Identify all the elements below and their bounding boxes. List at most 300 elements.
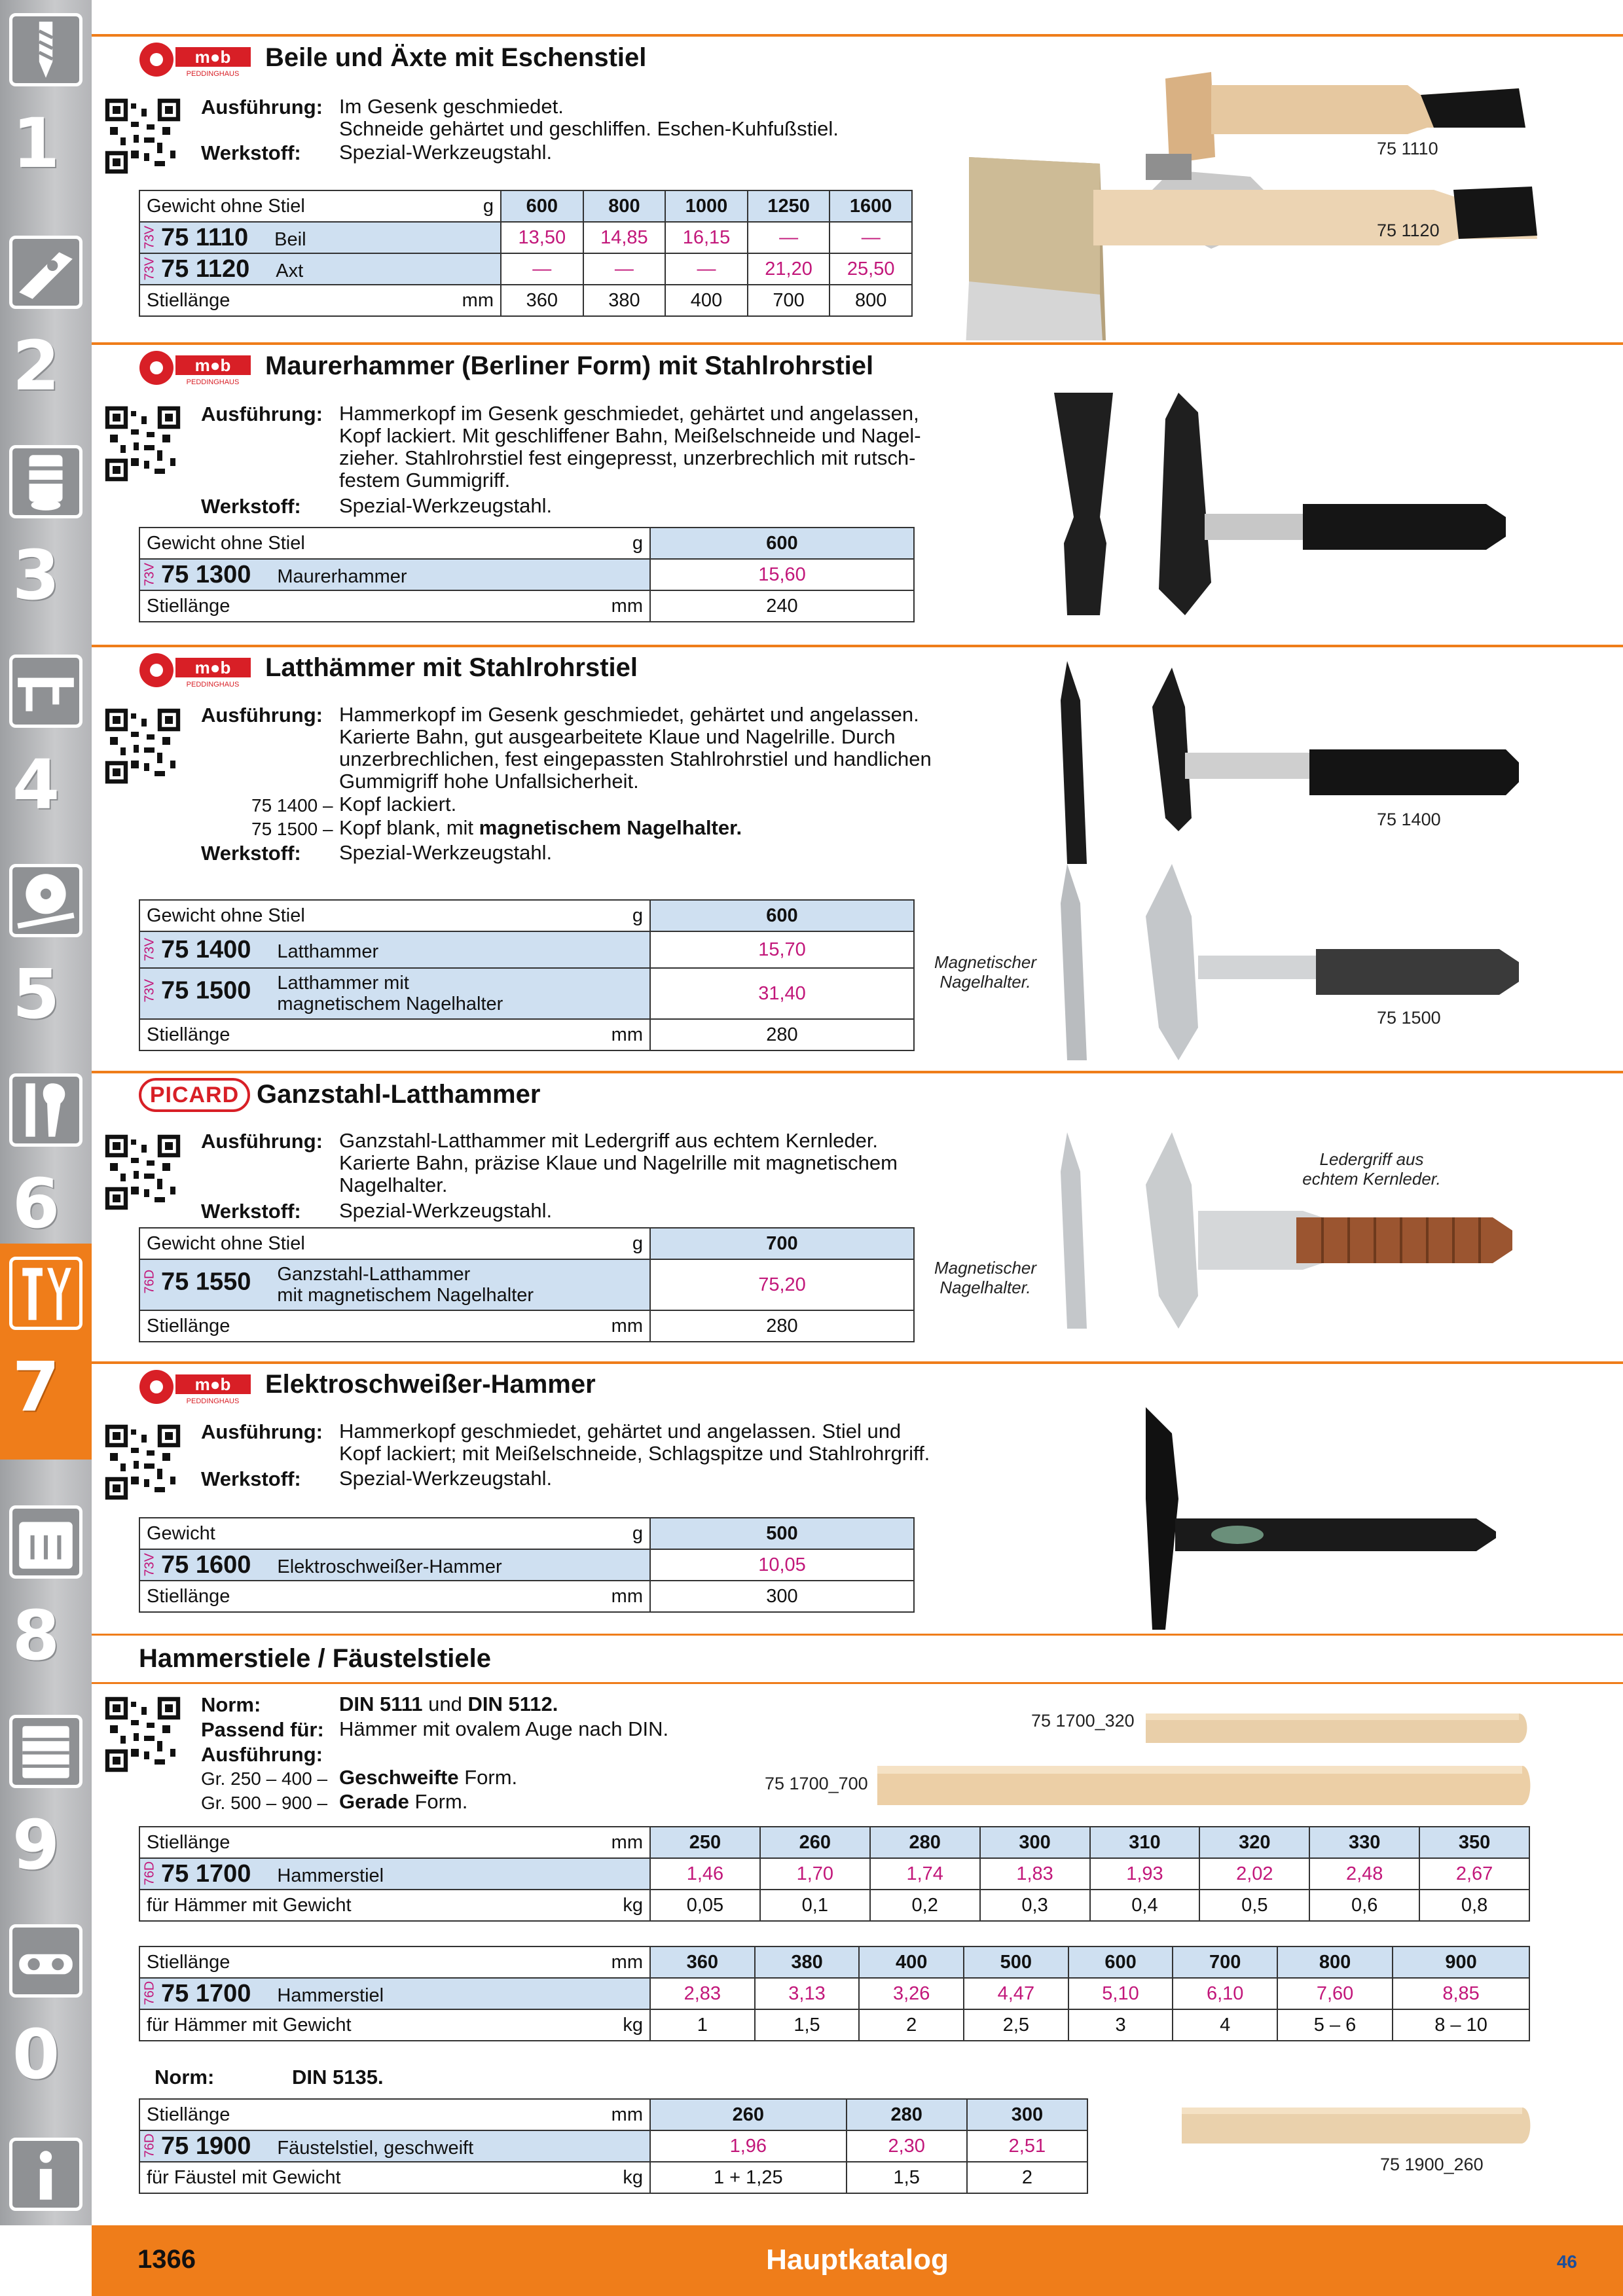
weight: 1,5 — [847, 2162, 967, 2193]
unit: kg — [623, 2166, 643, 2188]
tab-number: 3 — [12, 535, 60, 615]
weight: 0,8 — [1419, 1890, 1529, 1921]
article-name-line: mit magnetischem Nagelhalter — [277, 1285, 534, 1306]
spec-text: Karierte Bahn, gut ausgearbeitete Klaue und Nagelrille. Durch — [339, 725, 896, 748]
weight: 0,5 — [1199, 1890, 1309, 1921]
spec-text: Ganzstahl-Latthammer mit Ledergriff aus echtem Kernleder. — [339, 1129, 879, 1152]
unit: mm — [611, 1585, 643, 1607]
section-title: Hammerstiele / Fäustelstiele — [139, 1644, 492, 1673]
article-name-line: magnetischem Nagelhalter — [277, 994, 503, 1014]
unit: g — [632, 905, 643, 926]
table-row[interactable] — [139, 559, 914, 590]
section-title: Beile und Äxte mit Eschenstiel — [265, 43, 647, 72]
tab-chapter-7[interactable] — [0, 1244, 92, 1460]
col-header: 280 — [847, 2099, 967, 2130]
price: 1,74 — [870, 1858, 980, 1890]
mason-hammer-photo — [1034, 386, 1545, 628]
price: 3,13 — [755, 1978, 860, 2009]
variant-text-part: Kopf blank, mit — [339, 816, 479, 839]
spec-text: Gummigriff hohe Unfallsicherheit. — [339, 770, 639, 793]
unit: kg — [623, 2014, 643, 2036]
footer-label: Stiellänge — [147, 1315, 230, 1336]
table-row[interactable] — [139, 2130, 1087, 2162]
wrench-icon — [9, 1073, 82, 1147]
material-text: Spezial-Werkzeugstahl. — [339, 841, 553, 864]
order-code: 73V — [142, 978, 157, 1003]
weight: 8 – 10 — [1393, 2009, 1529, 2041]
material-text: Spezial-Werkzeugstahl. — [339, 1467, 553, 1490]
weight: 4 — [1173, 2009, 1277, 2041]
article-name-line: Latthammer mit — [277, 973, 409, 994]
article-ref: 75 1700_700 — [765, 1774, 868, 1793]
norm-id: DIN 5111 — [339, 1693, 423, 1715]
spec-text: unzerbrechlichen, fest eingepassten Stahlrohrstiel und handlichen — [339, 747, 932, 770]
label-werkstoff: Werkstoff: — [201, 141, 301, 164]
article-ref: 75 1110 — [1377, 139, 1438, 158]
price: 13,50 — [501, 222, 583, 253]
size-range: Gr. 500 – 900 – — [201, 1793, 328, 1813]
spec-text: Hammerkopf im Gesenk geschmiedet, gehärtet und angelassen, — [339, 402, 919, 425]
material-text: Spezial-Werkzeugstahl. — [339, 1199, 553, 1222]
weight: 5 – 6 — [1277, 2009, 1393, 2041]
price: 3,26 — [859, 1978, 964, 2009]
tab-number: 1 — [12, 103, 60, 183]
variant-text: Kopf lackiert. — [339, 793, 457, 816]
tab-chapter-5[interactable] — [0, 851, 92, 1060]
article-ref: 75 1400 — [1377, 810, 1441, 829]
price: — — [665, 253, 748, 285]
unit: mm — [611, 1951, 643, 1973]
table-row[interactable] — [139, 1549, 914, 1581]
note-line: Ledergriff aus — [1319, 1149, 1424, 1169]
col-header: 600 — [1068, 1946, 1173, 1978]
mallet-handle-photo — [1178, 2098, 1535, 2147]
hammer-handle-long-photo — [874, 1754, 1535, 1813]
mb-logo — [137, 349, 252, 387]
note-line: Magnetischer — [934, 1258, 1037, 1278]
latthammer-lacquered-photo — [1048, 655, 1545, 864]
tab-number: 2 — [12, 326, 60, 406]
svg-text:PEDDINGHAUS: PEDDINGHAUS — [186, 1397, 240, 1405]
spec-text: Schneide gehärtet und geschliffen. Eschen-Kuhfußstiel. — [339, 117, 839, 140]
section-divider — [92, 34, 1623, 37]
price-table — [139, 190, 913, 317]
weight: 0,3 — [980, 1890, 1090, 1921]
tab-chapter-9[interactable] — [0, 1702, 92, 1911]
weight: 2 — [859, 2009, 964, 2041]
section-divider — [92, 1361, 1623, 1364]
label-werkstoff: Werkstoff: — [201, 1200, 301, 1223]
tab-chapter-3[interactable] — [0, 432, 92, 641]
handle-length: 280 — [650, 1310, 914, 1342]
section-divider — [92, 1634, 1623, 1636]
spec-text: Im Gesenk geschmiedet. — [339, 95, 564, 118]
order-code: 76D — [142, 1861, 157, 1885]
cutting-insert-icon — [9, 236, 82, 309]
latthammer-magnetic-photo — [1048, 857, 1545, 1067]
spec-text: zieher. Stahlrohrstiel fest eingepresst, unzerbrechlich mit rutsch- — [339, 446, 916, 469]
callout-note — [920, 952, 1051, 992]
table-row[interactable] — [139, 253, 912, 285]
col-header: 600 — [501, 190, 583, 222]
header-label: Stiellänge — [147, 1951, 230, 1973]
header-label: Gewicht ohne Stiel — [147, 905, 305, 926]
article-number: 75 1700 — [161, 1859, 251, 1888]
weight: 2 — [967, 2162, 1087, 2193]
table-row[interactable] — [139, 222, 912, 253]
price: 16,15 — [665, 222, 748, 253]
label-werkstoff: Werkstoff: — [201, 842, 301, 865]
unit: g — [632, 532, 643, 554]
article-ref: 75 1500 — [1377, 1008, 1441, 1028]
price: 14,85 — [583, 222, 666, 253]
shape-part: Form. — [458, 1766, 518, 1789]
col-header: 300 — [980, 1827, 1090, 1858]
weight: 0,1 — [760, 1890, 870, 1921]
article-name: Maurerhammer — [277, 565, 407, 587]
hammer-handle-short-photo — [1142, 1700, 1532, 1751]
note-line: Nagelhalter. — [939, 1278, 1031, 1297]
col-header: 260 — [760, 1827, 870, 1858]
weight: 1 — [650, 2009, 755, 2041]
workbench-icon — [9, 1715, 82, 1788]
article-name — [277, 973, 503, 1014]
price: 1,83 — [980, 1858, 1090, 1890]
label-ausfuehrung: Ausführung: — [201, 403, 323, 425]
handle-length: 700 — [748, 285, 830, 316]
label-ausfuehrung: Ausführung: — [201, 1743, 323, 1766]
price-table — [139, 2098, 1088, 2194]
footer-label: Stiellänge — [147, 1585, 230, 1607]
price: — — [830, 222, 912, 253]
callout-note — [1290, 1149, 1453, 1189]
label-passend: Passend für: — [201, 1718, 324, 1741]
col-header: 380 — [755, 1946, 860, 1978]
svg-text:m●b: m●b — [194, 47, 231, 67]
safety-icon — [9, 1924, 82, 1998]
shape-bold: Geschweifte — [339, 1766, 459, 1789]
callout-note — [920, 1258, 1051, 1297]
col-header: 700 — [1173, 1946, 1277, 1978]
article-name: Fäustelstiel, geschweift — [277, 2137, 474, 2159]
norm-id: DIN 5135. — [292, 2066, 384, 2089]
spec-text: Hammerkopf im Gesenk geschmiedet, gehärtet und angelassen. — [339, 703, 919, 726]
label-ausfuehrung: Ausführung: — [201, 1420, 323, 1443]
tab-chapter-6[interactable] — [0, 1060, 92, 1270]
tab-number: 8 — [12, 1596, 60, 1676]
article-name: Hammerstiel — [277, 1865, 384, 1886]
order-code: 76D — [142, 1981, 157, 2005]
shape-bold: Gerade — [339, 1790, 409, 1813]
table-row[interactable] — [139, 968, 914, 1019]
fits-text: Hämmer mit ovalem Auge nach DIN. — [339, 1717, 669, 1740]
price: 7,60 — [1277, 1978, 1393, 2009]
header-label: Gewicht ohne Stiel — [147, 195, 305, 217]
weight: 0,05 — [650, 1890, 760, 1921]
section-title: Ganzstahl-Latthammer — [257, 1080, 541, 1109]
article-ref: 75 1120 — [1377, 221, 1440, 240]
note-line: echtem Kernleder. — [1302, 1169, 1441, 1189]
price: 5,10 — [1068, 1978, 1173, 2009]
tab-number: 7 — [12, 1347, 60, 1427]
price: 15,70 — [650, 931, 914, 968]
order-code: 76D — [142, 1269, 157, 1294]
article-name: Beil — [274, 228, 306, 250]
col-header: 350 — [1419, 1827, 1529, 1858]
label-norm: Norm: — [155, 2066, 215, 2089]
axe-photo — [897, 65, 1552, 340]
handle-length: 240 — [650, 590, 914, 622]
tab-info[interactable] — [0, 2121, 92, 2225]
table-row[interactable] — [139, 1978, 1529, 2009]
article-name: Axt — [276, 260, 304, 281]
tab-number: 4 — [12, 745, 60, 825]
price: — — [748, 222, 830, 253]
note-line: Magnetischer — [934, 952, 1037, 972]
label-ausfuehrung: Ausführung: — [201, 1130, 323, 1153]
svg-text:PEDDINGHAUS: PEDDINGHAUS — [186, 378, 240, 386]
col-header: 320 — [1199, 1827, 1309, 1858]
order-code: 73V — [142, 225, 157, 249]
unit: mm — [611, 1831, 643, 1853]
col-header: 600 — [650, 900, 914, 931]
col-header: 600 — [650, 528, 914, 559]
col-header: 800 — [1277, 1946, 1393, 1978]
unit: g — [483, 195, 494, 217]
footer-label: für Hämmer mit Gewicht — [147, 1894, 352, 1916]
price: — — [583, 253, 666, 285]
price-table — [139, 899, 915, 1051]
unit: g — [632, 1232, 643, 1254]
article-number: 75 1110 — [161, 223, 249, 251]
article-name: Latthammer — [277, 941, 379, 962]
norm-text — [339, 1693, 558, 1715]
article-ref: 75 1700_320 — [1031, 1711, 1135, 1731]
order-code: 73V — [142, 562, 157, 586]
price: 15,60 — [650, 559, 914, 590]
qr-code-icon[interactable] — [105, 1134, 181, 1210]
article-name: Hammerstiel — [277, 1984, 384, 2006]
col-header: 500 — [650, 1518, 914, 1549]
handle-length: 380 — [583, 285, 666, 316]
footer-label: für Fäustel mit Gewicht — [147, 2166, 341, 2188]
col-header: 900 — [1393, 1946, 1529, 1978]
qr-code-icon[interactable] — [105, 406, 181, 482]
price: 10,05 — [650, 1549, 914, 1581]
table-row[interactable] — [139, 931, 914, 968]
svg-text:m●b: m●b — [194, 1374, 231, 1394]
grinding-disc-icon — [9, 864, 82, 937]
footer-label: Stiellänge — [147, 595, 230, 617]
chapter-sidebar — [0, 0, 92, 2225]
section-title: Maurerhammer (Berliner Form) mit Stahlrohrstiel — [265, 351, 874, 380]
label-ausfuehrung: Ausführung: — [201, 704, 323, 726]
price: 2,48 — [1309, 1858, 1419, 1890]
price-table — [139, 1826, 1530, 1922]
unit: mm — [462, 289, 494, 311]
spec-text: Karierte Bahn, präzise Klaue und Nagelrille mit magnetischem — [339, 1151, 898, 1174]
qr-code-icon[interactable] — [105, 708, 181, 784]
handle-length: 400 — [665, 285, 748, 316]
price: 1,93 — [1090, 1858, 1200, 1890]
qr-code-icon[interactable] — [105, 1696, 181, 1772]
norm-join: und — [422, 1693, 468, 1715]
price: 2,02 — [1199, 1858, 1309, 1890]
article-name-line: Ganzstahl-Latthammer — [277, 1264, 471, 1285]
unit: g — [632, 1522, 643, 1544]
weight: 3 — [1068, 2009, 1173, 2041]
svg-text:m●b: m●b — [194, 658, 231, 677]
label-ausfuehrung: Ausführung: — [201, 96, 323, 118]
section-divider — [92, 1682, 1623, 1684]
col-header: 1250 — [748, 190, 830, 222]
article-number: 75 1500 — [161, 977, 251, 1005]
info-icon — [9, 2138, 82, 2211]
footer-label: Stiellänge — [147, 1024, 230, 1045]
catalog-name: Hauptkatalog — [766, 2244, 949, 2276]
section-title: Latthämmer mit Stahlrohrstiel — [265, 653, 638, 682]
spec-text: Kopf lackiert. Mit geschliffener Bahn, Meißelschneide und Nagel- — [339, 424, 921, 447]
pliers-icon — [9, 1257, 82, 1330]
label-werkstoff: Werkstoff: — [201, 1467, 301, 1490]
article-number: 75 1700 — [161, 1979, 251, 2007]
variant-number: 75 1500 – — [251, 819, 333, 839]
weight: 0,6 — [1309, 1890, 1419, 1921]
mb-logo — [137, 651, 252, 689]
handle-length: 280 — [650, 1019, 914, 1050]
article-number: 75 1120 — [161, 255, 250, 283]
qr-code-icon[interactable] — [105, 1424, 181, 1500]
price: — — [501, 253, 583, 285]
order-code: 73V — [142, 1552, 157, 1576]
col-header: 700 — [650, 1228, 914, 1259]
qr-code-icon[interactable] — [105, 98, 181, 174]
shape-text — [339, 1767, 517, 1789]
price: 1,46 — [650, 1858, 760, 1890]
order-code: 73V — [142, 257, 157, 280]
handle-length: 360 — [501, 285, 583, 316]
table-row[interactable] — [139, 1858, 1529, 1890]
tab-chapter-2[interactable] — [0, 223, 92, 432]
spec-text: Nagelhalter. — [339, 1174, 448, 1196]
col-header: 360 — [650, 1946, 755, 1978]
article-number: 75 1400 — [161, 935, 251, 963]
tab-number: 6 — [12, 1164, 60, 1244]
picard-logo: PICARD — [139, 1078, 250, 1112]
article-ref: 75 1900_260 — [1380, 2155, 1484, 2174]
price: 2,83 — [650, 1978, 755, 2009]
price: 1,70 — [760, 1858, 870, 1890]
unit: mm — [611, 2104, 643, 2125]
footer-label: Stiellänge — [147, 289, 230, 311]
unit: mm — [611, 595, 643, 617]
tab-chapter-0[interactable] — [0, 1911, 92, 2121]
order-code: 73V — [142, 937, 157, 961]
material-text: Spezial-Werkzeugstahl. — [339, 141, 553, 164]
label-norm: Norm: — [201, 1693, 261, 1716]
col-header: 310 — [1090, 1827, 1200, 1858]
header-label: Gewicht ohne Stiel — [147, 1232, 305, 1254]
col-header: 1600 — [830, 190, 912, 222]
col-header: 280 — [870, 1827, 980, 1858]
price-table — [139, 1517, 915, 1613]
weight: 0,2 — [870, 1890, 980, 1921]
article-number: 75 1900 — [161, 2132, 251, 2160]
toolbox-icon — [9, 1505, 82, 1579]
article-name: Elektroschweißer-Hammer — [277, 1556, 502, 1577]
svg-text:m●b: m●b — [194, 355, 231, 375]
variant-text-bold: magnetischem Nagelhalter. — [479, 816, 742, 839]
material-text: Spezial-Werkzeugstahl. — [339, 494, 553, 517]
handle-length: 300 — [650, 1581, 914, 1612]
price-table — [139, 1946, 1530, 2041]
welder-hammer-photo — [1139, 1401, 1506, 1630]
handle-length: 800 — [830, 285, 912, 316]
label-werkstoff: Werkstoff: — [201, 495, 301, 518]
col-header: 400 — [859, 1946, 964, 1978]
price-table — [139, 1227, 915, 1342]
article-number: 75 1300 — [161, 560, 251, 588]
tab-number: 9 — [12, 1805, 60, 1885]
header-label: Gewicht ohne Stiel — [147, 532, 305, 554]
spec-text: festem Gummigriff. — [339, 469, 511, 492]
price: 1,96 — [650, 2130, 847, 2162]
table-row[interactable] — [139, 1259, 914, 1310]
col-header: 300 — [967, 2099, 1087, 2130]
price: 75,20 — [650, 1259, 914, 1310]
header-label: Stiellänge — [147, 1831, 230, 1853]
article-number: 75 1550 — [161, 1268, 251, 1296]
weight: 1 + 1,25 — [650, 2162, 847, 2193]
spec-text: Kopf lackiert; mit Meißelschneide, Schlagspitze und Stahlrohrgriff. — [339, 1442, 930, 1465]
price: 2,67 — [1419, 1858, 1529, 1890]
section-divider — [92, 1071, 1623, 1073]
page-number: 1366 — [137, 2245, 196, 2274]
price: 25,50 — [830, 253, 912, 285]
col-header: 260 — [650, 2099, 847, 2130]
price: 2,30 — [847, 2130, 967, 2162]
mb-logo — [137, 1368, 252, 1406]
section-divider — [92, 342, 1623, 345]
spec-text: Hammerkopf geschmiedet, gehärtet und angelassen. Stiel und — [339, 1420, 902, 1443]
shape-text — [339, 1791, 467, 1813]
caliper-icon — [9, 655, 82, 728]
tab-chapter-1[interactable] — [0, 0, 92, 209]
col-header: 330 — [1309, 1827, 1419, 1858]
note-line: Nagelhalter. — [939, 972, 1031, 992]
price: 2,51 — [967, 2130, 1087, 2162]
norm-id: DIN 5112. — [467, 1693, 558, 1715]
unit: kg — [623, 1894, 643, 1916]
tab-chapter-8[interactable] — [0, 1492, 92, 1702]
weight: 0,4 — [1090, 1890, 1200, 1921]
price: 31,40 — [650, 968, 914, 1019]
svg-text:PEDDINGHAUS: PEDDINGHAUS — [186, 70, 240, 78]
price: 4,47 — [964, 1978, 1068, 2009]
col-header: 800 — [583, 190, 666, 222]
svg-text:PEDDINGHAUS: PEDDINGHAUS — [186, 681, 240, 689]
section-title: Elektroschweißer-Hammer — [265, 1370, 596, 1399]
footer-label: für Hämmer mit Gewicht — [147, 2014, 352, 2036]
mb-logo — [137, 41, 252, 79]
unit: mm — [611, 1024, 643, 1045]
size-range: Gr. 250 – 400 – — [201, 1768, 328, 1789]
col-header: 1000 — [665, 190, 748, 222]
weight: 2,5 — [964, 2009, 1068, 2041]
header-label: Gewicht — [147, 1522, 215, 1544]
header-label: Stiellänge — [147, 2104, 230, 2125]
tab-chapter-4[interactable] — [0, 641, 92, 851]
